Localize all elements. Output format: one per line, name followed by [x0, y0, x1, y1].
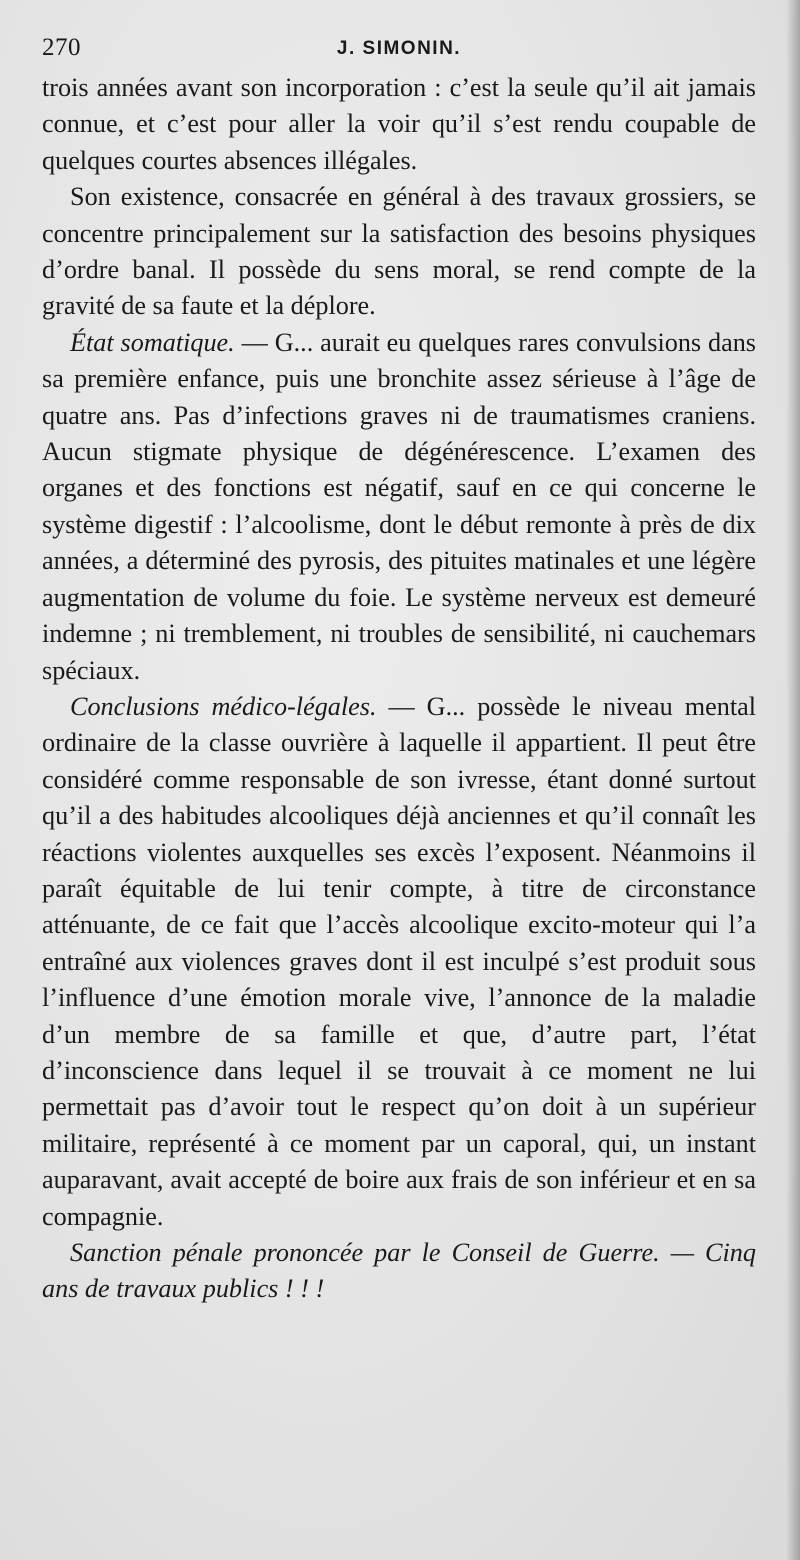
- body-text: [42, 70, 756, 1308]
- paragraph-sanction: [42, 1235, 756, 1308]
- page-number: 270: [42, 34, 81, 61]
- section-lead-etat-somatique: État somatique.: [70, 327, 235, 357]
- running-title: J. SIMONIN.: [336, 38, 462, 59]
- paragraph-etat-somatique: [42, 325, 756, 689]
- page-header: [42, 30, 756, 70]
- paragraph-text: — G... aurait eu quelques rares convulsions dans sa première enfance, puis une bronchite assez sérieuse à l’âge de quatre ans. Pas d’infections graves ni de traumatismes craniens. Aucun stigmate physique de dégénérescence. L’examen des organes et des fonctions est négatif, sauf en ce qui concerne le système digestif : l’alcoolisme, dont le début remonte à près de dix années, a déterminé des pyrosis, des pituites matinales et une légère augmentation de volume du foie. Le système nerveux est demeuré indemne ; ni tremblement, ni troubles de sensibilité, ni cauchemars spéciaux.: [42, 327, 756, 685]
- sanction-text: Sanction pénale prononcée par le Conseil de Guerre. — Cinq ans de travaux publics ! ! !: [42, 1238, 756, 1304]
- paragraph-text: Son existence, consacrée en général à des travaux grossiers, se concentre principalement sur la satisfaction des besoins physiques d’ordre banal. Il possède du sens moral, se rend compte de la gravité de sa faute et la déplore.: [42, 182, 756, 321]
- section-lead-conclusions: Conclusions médico-légales.: [70, 691, 377, 721]
- paragraph-text: trois années avant son incorporation : c’est la seule qu’il ait jamais connue, et c’est pour aller la voir qu’il s’est rendu coupable de quelques courtes absences illégales.: [42, 73, 756, 175]
- page-edge-shadow: [786, 0, 800, 1560]
- paragraph-text: — G... possède le niveau mental ordinaire de la classe ouvrière à laquelle il appartient. Il peut être considéré comme responsable de son ivresse, étant donné surtout qu’il a des habitudes alcooliques déjà anciennes et qu’il connaît les réactions violentes auxquelles ses excès l’exposent. Néanmoins il paraît équitable de lui tenir compte, à titre de circonstance atténuante, de ce fait que l’accès alcoolique excito-moteur qui l’a entraîné aux violences graves dont il est inculpé s’est produit sous l’influence d’une émotion morale vive, l’annonce de la maladie d’un membre de sa famille et que, d’autre part, l’état d’inconscience dans lequel il se trouvait à ce moment ne lui permettait pas d’avoir tout le respect qu’on doit à un supérieur militaire, représenté à ce moment par un caporal, qui, un instant auparavant, avait accepté de boire aux frais de son inférieur et en sa compagnie.: [42, 691, 756, 1231]
- paragraph-existence: [42, 179, 756, 325]
- paragraph-continuation: [42, 70, 756, 179]
- paragraph-conclusions: [42, 689, 756, 1235]
